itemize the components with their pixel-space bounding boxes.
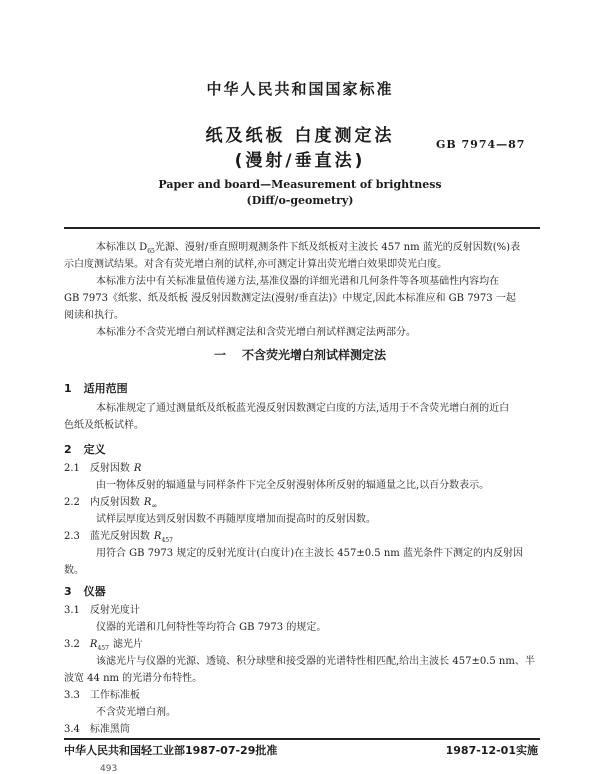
section-3-3-title: 工作标准板 [89, 690, 140, 701]
section-2-1-symbol: R [133, 463, 142, 474]
section-3-2-subscript: 457 [97, 645, 109, 652]
section-3-3-heading [64, 688, 140, 703]
section-2-3-symbol: R [153, 531, 162, 542]
section-3-1-title: 反射光度计 [89, 605, 140, 616]
section-2-3-text-line1: 用符合 GB 7973 规定的反射光度计(白度计)在主波长 457±0.5 nm 蓝光条件下测定的内反射因 [96, 548, 523, 559]
section-1-number: 1 [64, 382, 72, 395]
section-2-3-text-line2: 数。 [64, 565, 84, 576]
section-3-number: 3 [64, 585, 72, 598]
section-2-number: 2 [64, 443, 72, 456]
section-2-2-title: 内反射因数 [89, 497, 140, 508]
section-3-2-number: 3.2 [64, 639, 80, 650]
page-number: 493 [100, 764, 118, 774]
intro-p2-line3: 阅读和执行。 [64, 310, 124, 321]
section-2-2-symbol: R [143, 497, 152, 508]
part-one-title: 不含荧光增白剂试样测定法 [242, 348, 387, 362]
section-3-2-symbol: R [89, 639, 98, 650]
intro-p2-line2: GB 7973《纸浆、纸及纸板 漫反射因数测定法(漫射/垂直法)》中规定,因此本标准应和 GB 7973 一起 [64, 293, 516, 304]
section-2-1-heading [64, 461, 141, 476]
section-2-2-subscript: ∞ [151, 502, 158, 510]
document-subtitle: (漫射/垂直法) [234, 151, 366, 171]
intro-paragraph-3: 本标准分不含荧光增白剂试样测定法和含荧光增白剂试样测定法两部分。 [96, 327, 416, 338]
standard-number: GB 7974—87 [436, 138, 526, 151]
section-3-title: 仪器 [83, 585, 106, 598]
section-2-1-title: 反射因数 [89, 463, 130, 474]
illuminant-subscript: 65 [147, 248, 155, 255]
section-3-2-text-line1: 该滤光片与仪器的光源、透镜、积分球壁和接受器的光谱特性相匹配,给出主波长 457±0.5 nm、半 [96, 656, 535, 667]
section-2-heading [64, 441, 106, 457]
section-2-3-subscript: 457 [161, 537, 173, 544]
footer-divider [64, 738, 540, 740]
section-3-heading [64, 583, 106, 599]
section-2-2-number: 2.2 [64, 497, 80, 508]
document-title: 纸及纸板 白度测定法 [205, 126, 395, 146]
intro-p1-start: 本标准以 D [96, 242, 148, 253]
english-subtitle: (Diff/o-geometry) [246, 194, 354, 207]
part-one-number: 一 [213, 348, 226, 362]
issuer-title: 中华人民共和国国家标准 [206, 80, 394, 98]
section-2-3-title: 蓝光反射因数 [89, 531, 150, 542]
section-1-heading [64, 380, 128, 396]
section-1-text-line2: 色纸及纸板试样。 [64, 420, 144, 431]
section-3-2-title: 滤光片 [112, 639, 143, 650]
section-1-title: 适用范围 [83, 382, 128, 395]
section-3-1-heading [64, 603, 140, 618]
section-3-4-number: 3.4 [64, 724, 80, 735]
section-3-3-text: 不含荧光增白剂。 [96, 707, 176, 718]
intro-p1-line2: 示白度测试结果。对含有荧光增白剂的试样,亦可测定计算出荧光增白效果即荧光白度。 [64, 259, 448, 270]
section-2-1-text: 由一物体反射的辐通量与同样条件下完全反射漫射体所反射的辐通量之比,以百分数表示。 [96, 480, 490, 491]
effective-date: 1987-12-01实施 [445, 744, 538, 757]
header-divider [64, 227, 540, 229]
section-3-1-text: 仪器的光谱和几何特性等均符合 GB 7973 的规定。 [96, 622, 327, 633]
section-3-1-number: 3.1 [64, 605, 80, 616]
section-3-2-text-line2: 波宽 44 nm 的光谱分布特性。 [64, 673, 203, 684]
section-2-1-number: 2.1 [64, 463, 80, 474]
section-2-title: 定义 [83, 443, 106, 456]
section-3-4-heading [64, 722, 130, 737]
english-title: Paper and board—Measurement of brightness [158, 178, 442, 191]
section-2-2-text: 试样层厚度达到反射因数不再随厚度增加而提高时的反射因数。 [96, 514, 376, 525]
approval-line: 中华人民共和国轻工业部1987-07-29批准 [64, 744, 278, 757]
part-one-heading [0, 346, 600, 363]
section-3-4-title: 标准黑筒 [89, 724, 130, 735]
intro-p2-line1: 本标准方法中有关标准量值传递方法,基准仪器的详细光谱和几何条件等各项基础性内容均在 [96, 276, 500, 287]
section-3-3-number: 3.3 [64, 690, 80, 701]
intro-p1-rest: 光源、漫射/垂直照明观测条件下纸及纸板对主波长 457 nm 蓝光的反射因数(%)表 [154, 242, 521, 253]
section-1-text-line1: 本标准规定了通过测量纸及纸板蓝光漫反射因数测定白度的方法,适用于不含荧光增白剂的近白 [96, 403, 510, 414]
section-2-3-number: 2.3 [64, 531, 80, 542]
